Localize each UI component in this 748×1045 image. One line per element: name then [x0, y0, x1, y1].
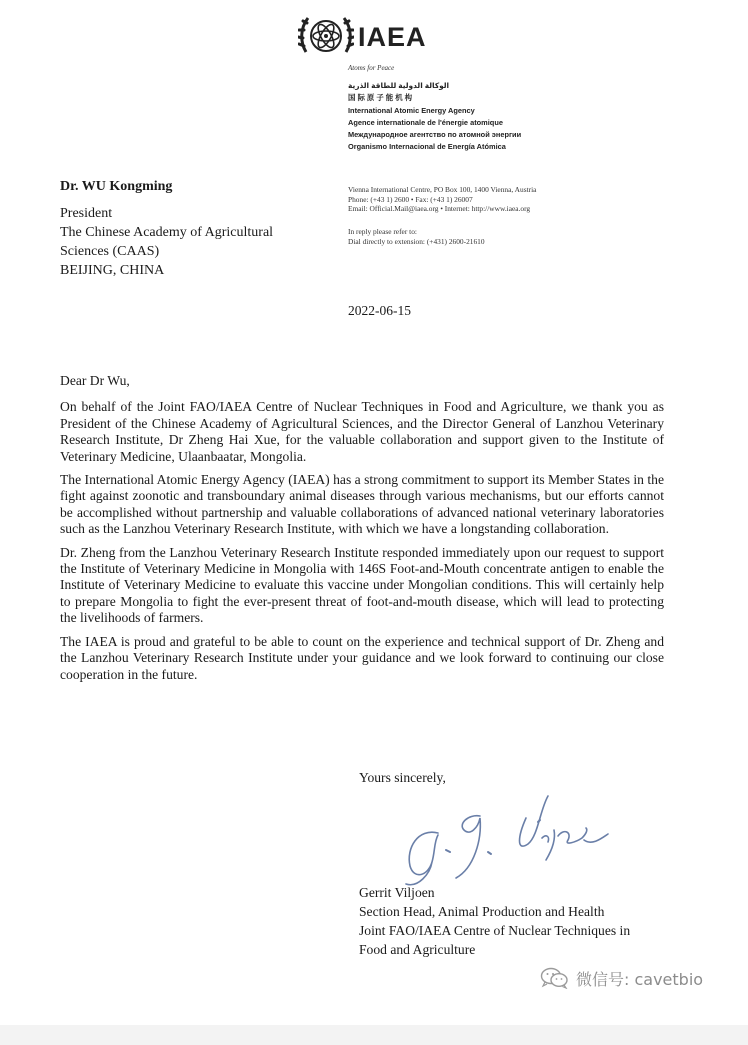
- recipient-line: Sciences (CAAS): [60, 244, 160, 259]
- tagline: Atoms for Peace: [348, 64, 395, 72]
- wechat-icon: [540, 967, 570, 989]
- iaea-logo: [298, 10, 448, 62]
- bottom-strip: [0, 1025, 748, 1045]
- contact-email: Email: Official.Mail@iaea.org • Internet: http://www.iaea.org: [348, 204, 531, 214]
- contact-info: [348, 185, 536, 214]
- body-paragraph: On behalf of the Joint FAO/IAEA Centre of Nuclear Techniques in Food and Agriculture, we thank you as President of the Chinese Academy of Agricultural Sciences, and the Director General of Lanzhou Veterinary Research Institute, Dr Zheng Hai Xue, for the valuable collaboration and support given to the Institute of Veterinary Medicine, Ulaanbaatar, Mongolia.: [60, 399, 664, 464]
- agency-name-spanish: Organismo Internacional de Energía Atómica: [348, 142, 506, 152]
- agency-name-chinese: 国 际 原 子 能 机 构: [348, 93, 413, 103]
- reply-reference: [348, 227, 485, 246]
- recipient-name: Dr. WU Kongming: [60, 179, 173, 194]
- signatory-org: Joint FAO/IAEA Centre of Nuclear Techniques in: [359, 923, 631, 938]
- agency-names: [348, 80, 521, 154]
- agency-name-french: Agence internationale de l'énergie atomique: [348, 117, 503, 127]
- agency-name-russian: Международное агентство по атомной энергии: [348, 130, 522, 140]
- recipient-line: President: [60, 206, 113, 221]
- signatory-title: Section Head, Animal Production and Health: [359, 904, 605, 919]
- signatory-org: Food and Agriculture: [359, 942, 476, 957]
- reply-refer: In reply please refer to:: [348, 227, 417, 236]
- agency-name-english: International Atomic Energy Agency: [348, 105, 475, 115]
- watermark-text: 微信号: cavetbio: [576, 969, 704, 989]
- body-paragraph: Dr. Zheng from the Lanzhou Veterinary Research Institute responded immediately upon our request to support the Institute of Veterinary Medicine in Mongolia with 146S Foot-and-Mouth concentrate antigen to enable the Institute of Veterinary Medicine to evaluate this vaccine under Mongolian conditions. This will certainly help to prepare Mongolia to fight the ever-present threat of foot-and-mouth disease, which will lead to protecting the livelihoods of farmers.: [60, 544, 664, 626]
- recipient-line: BEIJING, CHINA: [60, 263, 165, 278]
- contact-address: Vienna International Centre, PO Box 100, 1400 Vienna, Austria: [348, 185, 537, 194]
- recipient-block: [60, 177, 273, 280]
- signatory-name: Gerrit Viljoen: [359, 885, 435, 900]
- closing: Yours sincerely,: [359, 770, 446, 785]
- recipient-line: The Chinese Academy of Agricultural: [60, 225, 274, 240]
- logo-wordmark: IAEA: [358, 22, 427, 52]
- letter-date: 2022-06-15: [348, 303, 411, 318]
- signatory-block: [359, 883, 630, 959]
- body-paragraph: The International Atomic Energy Agency (IAEA) has a strong commitment to support its Member States in the fight against zoonotic and transboundary animal diseases through various mechanisms, but our efforts cannot be accomplished without partnership and valuable collaborations of advanced national veterinary laboratories such as the Lanzhou Veterinary Research Institute, with which we have a longstanding collaboration.: [60, 472, 664, 537]
- reply-extension: Dial directly to extension: (+431) 2600-21610: [348, 236, 485, 246]
- handwritten-signature: [388, 788, 618, 893]
- letter-body: [60, 373, 664, 690]
- contact-phone: Phone: (+43 1) 2600 • Fax: (+43 1) 26007: [348, 194, 473, 204]
- wechat-watermark: [540, 966, 703, 990]
- body-paragraph: The IAEA is proud and grateful to be able to count on the experience and technical support of Dr. Zheng and the Lanzhou Veterinary Research Institute under your guidance and we look forward to continuing our close cooperation in the future.: [60, 633, 664, 682]
- agency-name-arabic: الوكالة الدولية للطاقة الذرية: [348, 81, 450, 90]
- atom-laurel-icon: [298, 10, 354, 62]
- salutation: Dear Dr Wu,: [60, 373, 130, 388]
